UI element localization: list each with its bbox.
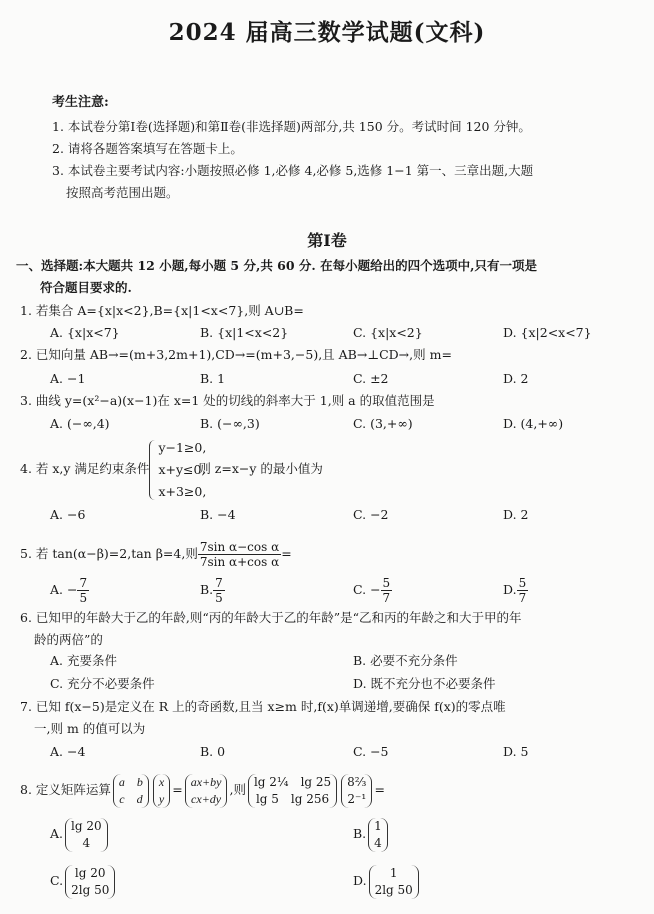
stem-prefix: 4. 若 x,y 满足约束条件 [20, 461, 150, 476]
part-intro: 符合题目要求的. [40, 280, 132, 295]
cell: a [118, 774, 125, 789]
question-stem [20, 538, 292, 570]
cell: b [136, 774, 143, 789]
option-b: B. −4 [200, 507, 236, 522]
cell: 1 [389, 865, 398, 880]
notice-item: 2. 请将各题答案填写在答题卡上。 [52, 141, 243, 156]
option-label: D. [503, 582, 517, 597]
denominator: 7 [382, 591, 391, 605]
cell: d [136, 791, 143, 806]
option-d: D. (4,+∞) [503, 416, 564, 431]
option-a: A. {x|x<7} [50, 325, 120, 340]
equals: = [172, 782, 183, 797]
option-a: A. −1 [50, 371, 86, 386]
question-stem: 一,则 m 的值可以为 [34, 721, 146, 736]
cell: cx+dy [191, 791, 222, 806]
option-d: D. 既不充分也不必要条件 [353, 676, 496, 691]
option-c: C. (3,+∞) [353, 416, 413, 431]
stem-suffix: = [281, 546, 292, 561]
matrix [113, 774, 149, 808]
option-a [50, 574, 89, 606]
question-stem [20, 436, 323, 503]
stem-suffix: 则 z=x−y 的最小值为 [198, 461, 323, 476]
option-d: D. 5 [503, 744, 529, 759]
cell: 2lg 50 [374, 882, 413, 897]
vector [369, 865, 419, 899]
denominator: 5 [79, 591, 88, 605]
cell: lg 2¼ [253, 774, 289, 789]
option-a: A. −4 [50, 744, 86, 759]
numerator: 7 [215, 576, 223, 590]
option-a: A. −6 [50, 507, 86, 522]
option-d: D. {x|2<x<7} [503, 325, 592, 340]
part-intro: 一、选择题:本大题共 12 小题,每小题 5 分,共 60 分. 在每小题给出的四个选项中,只有一项是 [16, 258, 537, 273]
cell: lg 256 [290, 791, 330, 806]
notice-item: 1. 本试卷分第Ⅰ卷(选择题)和第Ⅱ卷(非选择题)两部分,共 150 分。考试时间 120 分钟。 [52, 119, 531, 134]
fraction [213, 576, 225, 605]
option-label: A. [50, 826, 64, 841]
numerator: 5 [518, 576, 527, 590]
fraction [77, 576, 89, 605]
denominator: 5 [215, 591, 223, 605]
option-c: C. ±2 [353, 371, 389, 386]
stem-prefix: 5. 若 tan(α−β)=2,tan β=4,则 [20, 546, 198, 561]
option-a [50, 815, 110, 853]
vector [341, 774, 372, 808]
cell: c [119, 791, 125, 806]
cell: 2lg 50 [71, 882, 110, 897]
vector [153, 774, 170, 808]
cell: lg 25 [300, 774, 332, 789]
question-stem: 3. 曲线 y=(x²−a)(x−1)在 x=1 处的切线的斜率大于 1,则 a 的取值范围是 [20, 393, 435, 408]
cell: lg 20 [74, 865, 106, 880]
cell: lg 20 [71, 818, 102, 833]
vector [368, 818, 388, 852]
denominator: 7sin α+cos α [199, 555, 280, 569]
cell: lg 5 [255, 791, 279, 806]
option-d: D. 2 [503, 507, 529, 522]
option-label: D. [353, 873, 367, 888]
option-b: B. 1 [200, 371, 226, 386]
question-stem: 龄的两倍”的 [34, 632, 103, 647]
option-a: A. (−∞,4) [50, 416, 110, 431]
option-b [200, 574, 225, 606]
cell: 4 [374, 835, 382, 850]
fraction [381, 576, 393, 605]
question-stem: 6. 已知甲的年龄大于乙的年龄,则“丙的年龄大于乙的年龄”是“乙和丙的年龄之和大于甲的年 [20, 610, 522, 625]
option-a: A. 充要条件 [50, 653, 117, 668]
option-c: C. −5 [353, 744, 389, 759]
cell: y [158, 791, 165, 806]
constraint: x+y≤0, [158, 461, 206, 477]
vector [185, 774, 228, 808]
option-b: B. {x|1<x<2} [200, 325, 289, 340]
option-label: C. − [353, 582, 381, 597]
option-c [353, 574, 392, 606]
option-b [353, 815, 390, 853]
option-label: B. [200, 582, 214, 597]
stem-prefix: 8. 定义矩阵运算 [20, 782, 111, 797]
option-c: C. 充分不必要条件 [50, 676, 155, 691]
numerator: 5 [382, 576, 391, 590]
denominator: 7 [518, 591, 527, 605]
section-title: 第Ⅰ卷 [307, 231, 347, 250]
cell: 2⁻¹ [347, 791, 367, 806]
cell: x [158, 774, 165, 789]
option-b: B. 0 [200, 744, 226, 759]
option-c [50, 862, 117, 900]
cell: 8⅔ [347, 774, 367, 789]
cell: 4 [82, 835, 91, 850]
option-label: A. − [50, 582, 78, 597]
option-b: B. 必要不充分条件 [353, 653, 458, 668]
notice-item: 3. 本试卷主要考试内容:小题按照必修 1,必修 4,必修 5,选修 1−1 第一、三章出题,大题 [52, 163, 534, 178]
numerator: 7sin α−cos α [199, 540, 280, 554]
option-d: D. 2 [503, 371, 529, 386]
option-label: B. [353, 826, 367, 841]
numerator: 7 [79, 576, 88, 590]
matrix [248, 774, 337, 808]
option-d [503, 574, 528, 606]
brace-icon [149, 440, 156, 500]
question-stem: 7. 已知 f(x−5)是定义在 R 上的奇函数,且当 x≥m 时,f(x)单调递增,要确保 f(x)的零点唯 [20, 699, 506, 714]
option-label: C. [50, 873, 64, 888]
notice-item: 按照高考范围出题。 [66, 185, 179, 200]
then-text: ,则 [229, 782, 246, 797]
notice-heading: 考生注意: [52, 95, 109, 110]
constraint: x+3≥0, [158, 483, 207, 499]
question-stem: 1. 若集合 A={x|x<2},B={x|1<x<7},则 A∪B= [20, 303, 304, 318]
fraction [198, 540, 281, 569]
vector [65, 865, 115, 899]
constraint: y−1≥0, [158, 439, 207, 455]
option-b: B. (−∞,3) [200, 416, 260, 431]
question-stem [20, 771, 385, 809]
stem-suffix: = [374, 782, 385, 797]
vector [65, 818, 108, 852]
option-c: C. {x|x<2} [353, 325, 423, 340]
cell: ax+by [190, 774, 222, 789]
option-d [353, 862, 421, 900]
option-c: C. −2 [353, 507, 389, 522]
page-title: 2024 届高三数学试题(文科) [168, 19, 486, 46]
cell: 1 [374, 818, 382, 833]
fraction [517, 576, 529, 605]
question-stem: 2. 已知向量 AB→=(m+3,2m+1),CD→=(m+3,−5),且 AB→⊥CD→,则 m= [20, 347, 452, 362]
